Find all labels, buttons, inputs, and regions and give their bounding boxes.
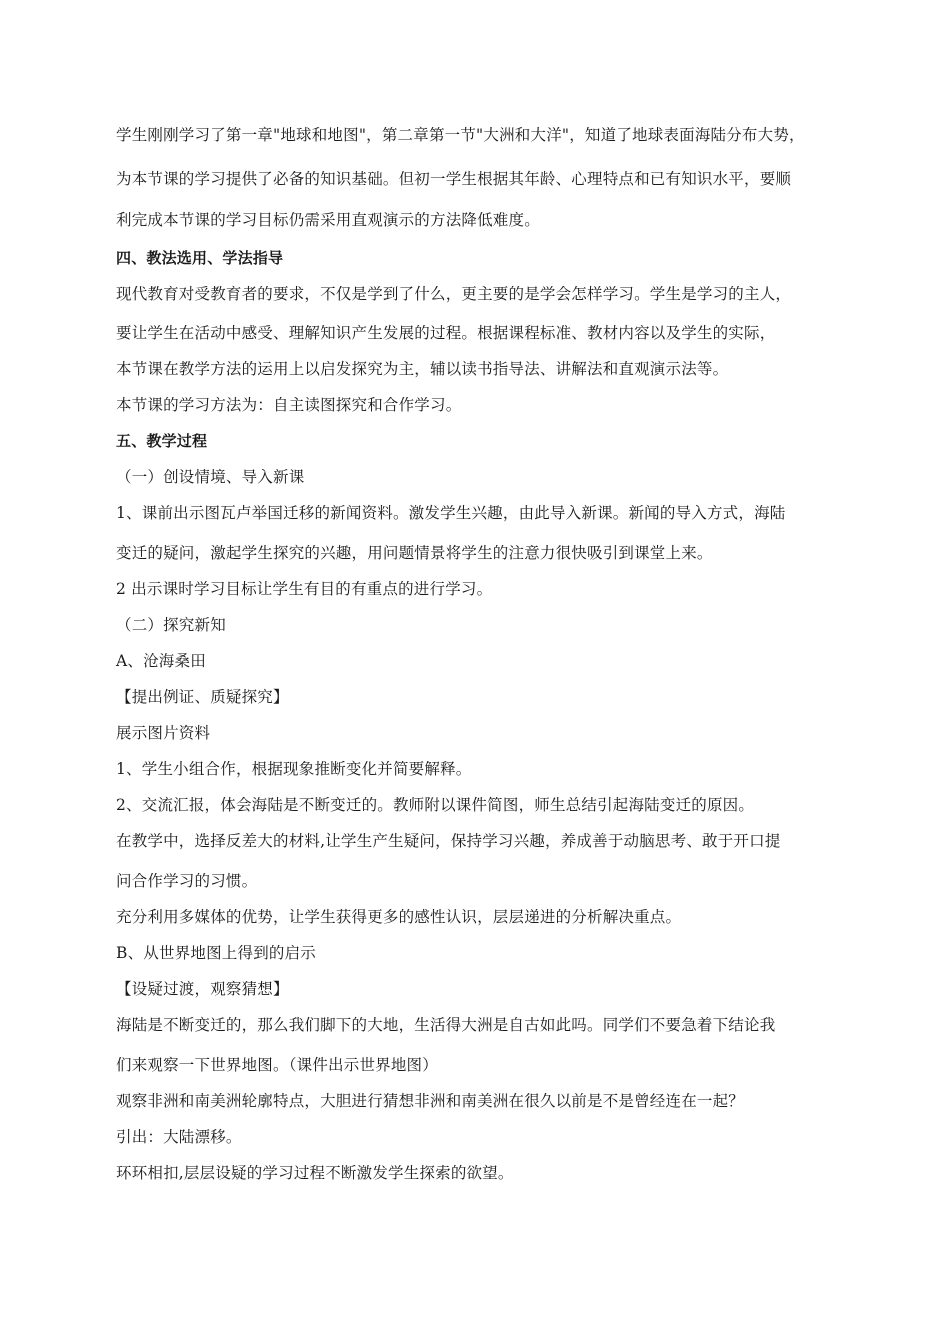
bracket-heading: 【提出例证、质疑探究】 <box>116 688 289 706</box>
paragraph-line: 展示图片资料 <box>116 724 211 742</box>
paragraph-line: 问合作学习的习惯。 <box>116 872 258 890</box>
topic-heading: B、从世界地图上得到的启示 <box>116 944 316 962</box>
paragraph-line: 1、课前出示图瓦卢举国迁移的新闻资料。激发学生兴趣，由此导入新课。新闻的导入方式，海陆 <box>116 504 786 522</box>
paragraph-line: 们来观察一下世界地图。（课件出示世界地图） <box>116 1056 438 1074</box>
section-heading: 五、教学过程 <box>116 432 208 450</box>
paragraph-line: 变迁的疑问，激起学生探究的兴趣，用问题情景将学生的注意力很快吸引到课堂上来。 <box>116 544 713 562</box>
section-heading: 四、教法选用、学法指导 <box>116 249 284 267</box>
paragraph-line: 学生刚刚学习了第一章"地球和地图"，第二章第一节"大洲和大洋"，知道了地球表面海陆分布大势， <box>116 126 805 144</box>
paragraph-line: 2 出示课时学习目标让学生有目的有重点的进行学习。 <box>116 580 493 598</box>
paragraph-line: 利完成本节课的学习目标仍需采用直观演示的方法降低难度。 <box>116 211 540 229</box>
bracket-heading: 【设疑过渡，观察猜想】 <box>116 980 289 998</box>
paragraph-line: 观察非洲和南美洲轮廓特点，大胆进行猜想非洲和南美洲在很久以前是不是曾经连在一起？ <box>116 1092 745 1110</box>
subsection-heading: （一）创设情境、导入新课 <box>116 468 305 486</box>
paragraph-line: 本节课的学习方法为：自主读图探究和合作学习。 <box>116 396 462 414</box>
paragraph-line: 海陆是不断变迁的，那么我们脚下的大地，生活得大洲是自古如此吗。同学们不要急着下结论我 <box>116 1016 776 1034</box>
paragraph-line: 2、交流汇报，体会海陆是不断变迁的。教师附以课件简图，师生总结引起海陆变迁的原因。 <box>116 796 755 814</box>
paragraph-line: 充分利用多媒体的优势，让学生获得更多的感性认识，层层递进的分析解决重点。 <box>116 908 682 926</box>
paragraph-line: 环环相扣,层层设疑的学习过程不断激发学生探索的欲望。 <box>116 1164 514 1182</box>
subsection-heading: （二）探究新知 <box>116 616 226 634</box>
paragraph-line: 为本节课的学习提供了必备的知识基础。但初一学生根据其年龄、心理特点和已有知识水平，要顺 <box>116 170 792 188</box>
paragraph-line: 1、学生小组合作，根据现象推断变化并简要解释。 <box>116 760 472 778</box>
paragraph-line: 要让学生在活动中感受、理解知识产生发展的过程。根据课程标准、教材内容以及学生的实际， <box>116 324 776 342</box>
paragraph-line: 本节课在教学方法的运用上以启发探究为主，辅以读书指导法、讲解法和直观演示法等。 <box>116 360 729 378</box>
paragraph-line: 引出：大陆漂移。 <box>116 1128 242 1146</box>
topic-heading: A、沧海桑田 <box>116 652 206 670</box>
paragraph-line: 现代教育对受教育者的要求，不仅是学到了什么，更主要的是学会怎样学习。学生是学习的主人， <box>116 285 792 303</box>
paragraph-line: 在教学中，选择反差大的材料,让学生产生疑问，保持学习兴趣，养成善于动脑思考、敢于开口提 <box>116 832 781 850</box>
